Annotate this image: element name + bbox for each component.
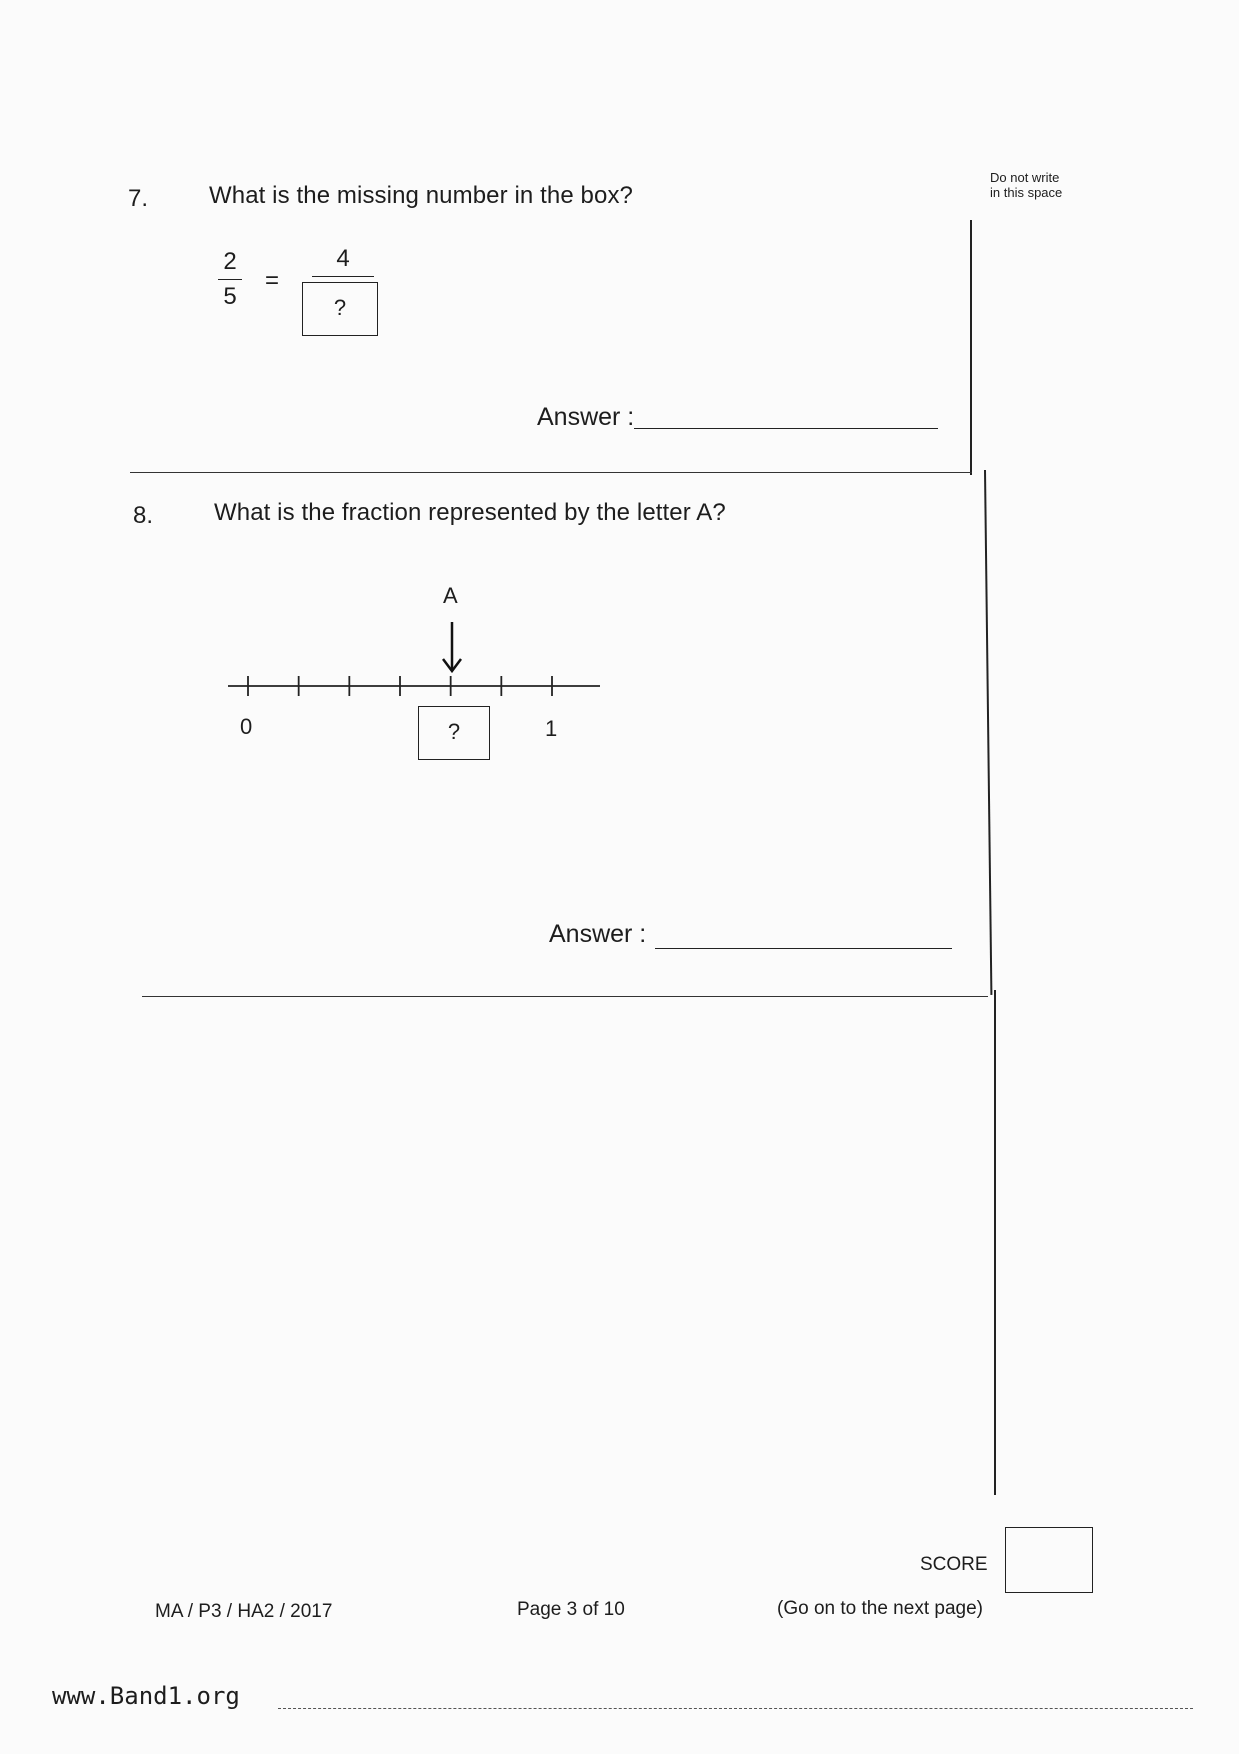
question-7-number: 7. [128, 185, 149, 212]
margin-divider [970, 220, 972, 475]
score-label: SCORE [920, 1554, 988, 1575]
q7-left-numerator: 2 [223, 248, 237, 275]
question-7-text: What is the missing number in the box? [209, 182, 633, 209]
question-8-text: What is the fraction represented by the letter A? [214, 499, 726, 526]
do-not-write-line1: Do not write [990, 170, 1060, 185]
q7-right-numerator: 4 [336, 245, 350, 272]
bottom-rule [278, 1708, 1193, 1709]
q7-missing-denominator-box[interactable]: ? [302, 282, 378, 336]
question-divider-1 [130, 472, 972, 473]
q7-left-fraction-bar [218, 279, 242, 280]
go-to-next-page-note: (Go on to the next page) [777, 1598, 983, 1619]
do-not-write-line2: in this space [990, 185, 1063, 200]
margin-divider-bottom [994, 990, 996, 1495]
q7-fraction-left [218, 248, 242, 311]
q8-answer-label: Answer : [549, 920, 647, 948]
number-line [220, 610, 610, 700]
number-line-answer-box[interactable]: ? [418, 706, 490, 760]
q8-answer-line[interactable] [655, 948, 952, 949]
watermark-url: www.Band1.org [52, 1682, 240, 1710]
q7-equals-sign: = [265, 267, 280, 294]
question-8-number: 8. [133, 502, 154, 529]
number-line-one-label: 1 [545, 716, 558, 741]
q7-answer-label: Answer : [537, 403, 635, 431]
page-number: Page 3 of 10 [517, 1599, 625, 1620]
number-line-zero-label: 0 [240, 714, 253, 739]
score-box[interactable] [1005, 1527, 1093, 1593]
q7-left-denominator: 5 [223, 283, 237, 310]
q7-right-fraction-bar [312, 276, 374, 277]
margin-divider-lower [984, 470, 992, 995]
q7-answer-line[interactable] [634, 428, 938, 429]
question-divider-2 [142, 996, 988, 997]
paper-code: MA / P3 / HA2 / 2017 [155, 1601, 333, 1622]
do-not-write-note [990, 170, 1090, 200]
number-line-pointer-label: A [443, 583, 458, 608]
pointer-arrow-icon [443, 622, 461, 671]
